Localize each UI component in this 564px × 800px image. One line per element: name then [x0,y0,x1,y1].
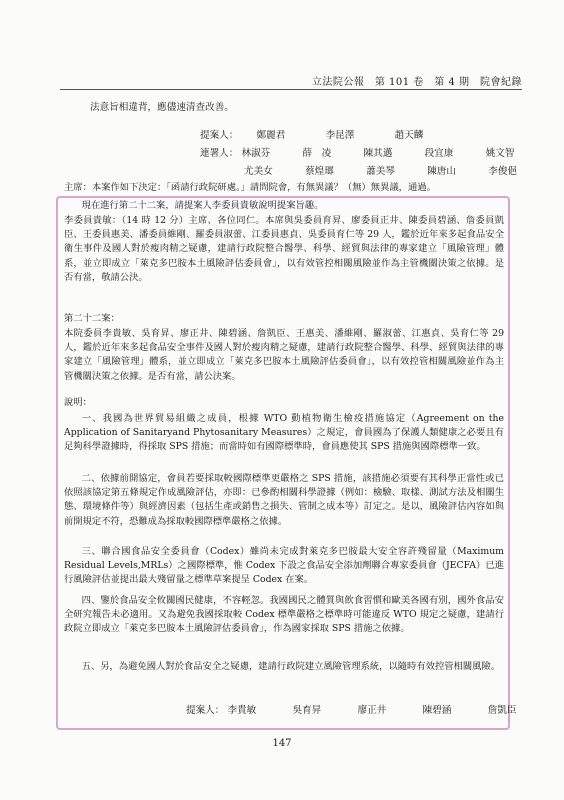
cosigner-name: 薛 凌 [302,148,332,159]
proposer-name: 鄭麗君 [256,130,286,141]
cosigners-row-2 [244,163,517,177]
cosigners-row-1 [200,145,514,159]
cosigner-name: 陳唐山 [427,166,456,177]
signer-name: 陳碧涵 [422,705,452,716]
proposers-label: 提案人： [200,130,239,141]
cosigner-name: 李俊俋 [488,166,518,177]
page-number: 147 [272,738,292,749]
explanation-item-4: 四、鑒於食品安全攸關國民健康，不容輕忽。我國國民之體質與飲食習慣和歐美各國有別，國外食品安全研究報告未必適用。又為避免我國採取較 Codex 標準嚴格之標準時可能違反 WTO 規定之疑慮，建請行政院立即成立「萊克多巴胺本土風險評估委員會」，作為國家採取 SPS 措施之依據。 [64,595,504,635]
cosigner-name: 段宜康 [424,148,454,159]
gazette-header: 立法院公報 第 101 卷 第 4 期 院會紀錄 [311,77,522,88]
signer-name: 李貴敏 [227,705,257,716]
chair-decision: 主席：本案作如下決定：「函請行政院研處。」請問院會，有無異議？（無）無異議，通過。 [64,182,436,193]
agenda-intro: 現在進行第二十二案，請提案人李委員貴敏說明提案旨趣。 [81,200,324,211]
explanation-item-3: 三、聯合國食品安全委員會（Codex）雖尚未完成對萊克多巴胺最大安全容許殘留量（Maximum Residual Levels,MRLs）之國際標準，惟 Codex 下設之食品安全添加劑聯合專家委員會（JECFA）已進行風險評估並提出最大殘留量之標準草案提呈 Codex 在案。 [64,546,504,586]
proposer-name: 李昆澤 [325,130,355,141]
explanation-item-5: 五、另，為避免國人對於食品安全之疑慮，建請行政院建立風險管理系統，以隨時有效控管相關風險。 [81,661,501,672]
explanation-item-2: 二、依據前開協定，會員若要採取較國際標準更嚴格之 SPS 措施，該措施必須要有其科學正當性或已依照該協定第五條規定作成風險評估，亦即：已參酌相關科學證據（例如：檢驗、取樣、測試方法及相關生態、環境條件等）與經濟因素（包括生產或銷售之損失、管制之成本等）訂定之。是以，風險評估內容如與前開規定不符，恐難成為採取較國際標準嚴格之依據。 [64,473,504,527]
cosigner-name: 蕭美琴 [366,166,395,177]
proposers-row [200,127,423,141]
case-text: 本院委員李貴敏、吳育昇、廖正井、陳碧涵、詹凱臣、王惠美、潘維剛、羅淑蕾、江惠貞、吳育仁等 29 人，鑑於近年來多起食品安全事件及國人對於瘦肉精之疑慮，建請行政院整合醫學、科學、經貿與法律的專家建立「風險管理」體系，並立即成立「萊克多巴胺本土風險評估委員會」，以有效控管相關風險並作為主管機關決策之依據。是否有當，請公決案。 [64,328,504,382]
signers-label: 提案人： [186,705,225,716]
speech-paragraph [64,214,504,285]
header-rule [60,89,522,90]
signers-row [186,702,516,716]
carryover-line: 法意旨相違背，應儘速清查改善。 [90,102,234,113]
cosigner-name: 尤美女 [244,166,273,177]
signer-name: 詹凱臣 [487,705,517,716]
explanation-label: 說明： [64,397,92,408]
speech-text: 李委員貴敏：（14 時 12 分）主席、各位同仁。本席與吳委員育昇、廖委員正井、陳委員碧涵、詹委員凱臣、王委員惠美、潘委員維剛、羅委員淑蕾、江委員惠貞、吳委員育仁等 29 人，鑑於近年來多起食品安全衛生事件及國人對於瘦肉精之疑慮，建請行政院整合醫學、科學、經貿與法律的專家建立「風險管理」體系，並立即成立「萊克多巴胺本土風險評估委員會」，以有效管控相關風險並作為主管機關決策之依據。是否有當，敬請公決。 [64,215,504,283]
case-title: 第二十二案： [64,313,120,324]
signer-name: 廖正井 [357,705,387,716]
cosigners-label: 連署人： [200,148,239,159]
cosigner-name: 陳其邁 [363,148,393,159]
proposer-name: 趙天麟 [394,130,424,141]
cosigner-name: 蔡煌瑯 [305,166,334,177]
cosigner-name: 林淑芬 [241,148,271,159]
cosigner-name: 姚文智 [485,148,515,159]
explanation-item-1: 一、我國為世界貿易組織之成員，根據 WTO 動植物衛生檢疫措施協定（Agreement on the Application of Sanitaryand Phytosanitary Measures）之規定，會員國為了保護人類健康之必要且有足夠科學證據時，得採取 SPS 措施；而當時如有國際標準時，會員應使其 SPS 措施與國際標準一致。 [64,413,504,453]
signer-name: 吳育昇 [292,705,322,716]
